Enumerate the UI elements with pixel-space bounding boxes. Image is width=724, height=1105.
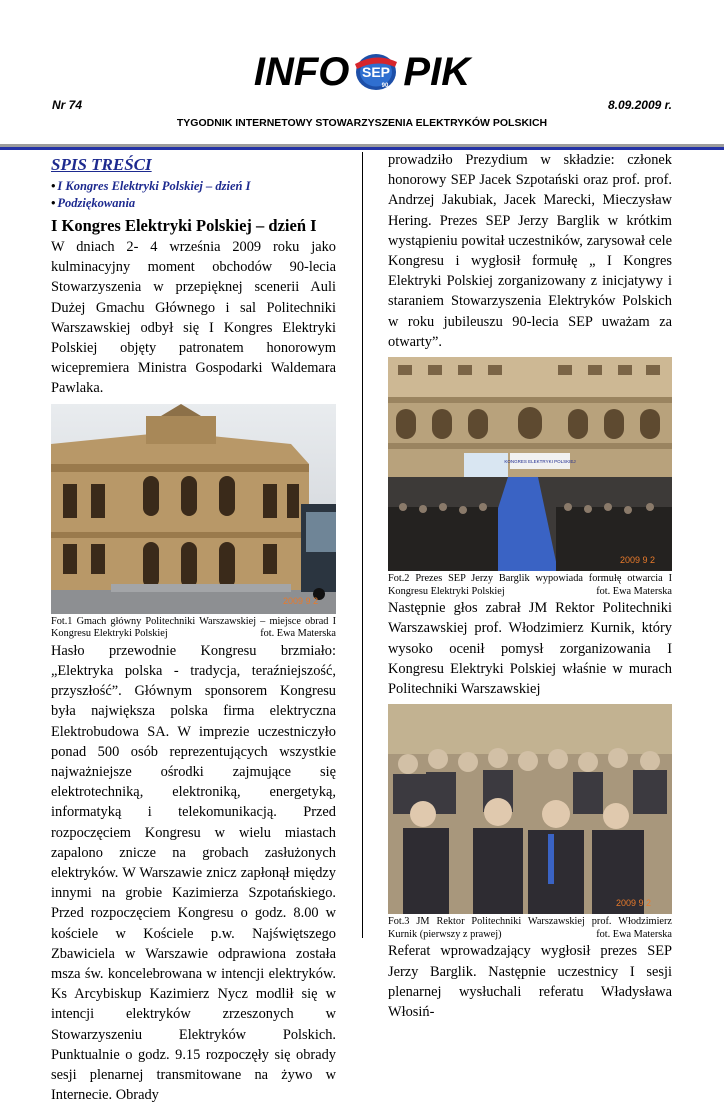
masthead [0,50,724,94]
toc-item-2[interactable] [51,195,336,212]
photo-3 [388,704,673,914]
photo-2-banner: KONGRES ELEKTRYKI POLSKIEJ [504,459,576,465]
audience-photo-icon [388,704,672,914]
photo-3-stamp: 2009 9 2 [616,898,652,909]
bullet-icon: • [51,179,56,193]
article-paragraph-1: W dniach 2- 4 września 2009 roku jako kulminacyjny moment obchodów 90-lecia Stowarzyszenia w przepięknej scenerii Auli Dużej Gmachu Głównego i sal Politechniki Warszawskiej odbył się I Kongres Elektryki Polskiej objęty patronatem honorowym wicepremiera Ministra Gospodarki Waldemara Pawlaka. [51,239,336,397]
issue-number: Nr 74 [52,98,83,112]
toc-title: SPIS TREŚCI [51,155,152,174]
emblem-sub: 90 [382,83,389,89]
hall-photo-icon [388,357,672,571]
sep-emblem-icon [351,50,401,94]
photo-credit: fot. Ewa Materska [260,628,336,640]
caption-text: Fot.2 Prezes SEP Jerzy Barglik wypowiada formułę otwarcia I Kongresu Elektryki Polskiej [388,573,672,597]
photo-1 [51,404,336,614]
article-paragraph-3: prowadziło Prezydium w składzie: członek honorowy SEP Jacek Szpotański oraz prof. prof. Andrzej Jakubiak, Jacek Marecki, Mieczysław Hering. Prezes SEP Jerzy Barglik w krótkim wystąpieniu powitał uczestników, zarysował cele Kongresu i wygłosił formułę „ I Kongres Elektryki Polskiej zorganizowany z inicjatywy i staraniem Stowarzyszenia Elektryków Polskich w roku jubileuszu 90-lecia SEP uważam za otwarty”. [388,152,672,350]
caption-text: Fot.1 Gmach główny Politechniki Warszawskiej – miejsce obrad I Kongresu Elektryki Polskiej [51,615,336,640]
toc-item-label: Podziękowania [57,195,136,210]
photo-1-stamp: 2009 9 2 [283,595,319,606]
article-paragraph-5: Referat wprowadzający wygłosił prezes SEP Jerzy Barglik. Następnie uczestnicy I sesji plenarnej wysłuchali referatu Władysława Włosiń- [388,943,672,1021]
column-divider [362,152,363,938]
issue-date: 8.09.2009 r. [607,98,672,112]
photo-2 [388,357,673,571]
photo-2-caption [388,573,672,598]
toc-item-label: I Kongres Elektryki Polskiej – dzień I [57,179,251,193]
left-column [51,150,336,1105]
bullet-icon: • [51,195,56,210]
photo-2-stamp: 2009 9 2 [620,555,656,566]
logo [0,50,724,94]
right-column [388,150,672,1022]
logo-word-info: INFO [253,50,350,94]
publication-subtitle: TYGODNIK INTERNETOWY STOWARZYSZENIA ELEKTRYKÓW POLSKICH [176,117,548,129]
photo-credit: fot. Ewa Materska [596,928,672,940]
emblem-text: SEP [362,64,391,80]
toc-item-1[interactable] [51,178,336,195]
building-photo-icon [51,404,336,614]
photo-credit: fot. Ewa Materska [596,585,672,597]
article-paragraph-4: Następnie głos zabrał JM Rektor Politechniki Warszawskiej prof. Włodzimierz Kurnik, który wysoko ocenił pomysł zorganizowania I Kongresu Elektryki Polskiej właśnie w murach Politechniki Warszawskiej [388,600,672,698]
article-paragraph-2: Hasło przewodnie Kongresu brzmiało: „Elektryka polska - tradycja, teraźniejszość, przyszłość”. Głównym sponsorem Kongresu była największa polska firma elektryczna Elektrobudowa SA. W imprezie uczestniczyło ponad 500 osób reprezentujących wszystkie najważniejsze ośrodki zajmujące się elektrotechniką, elektroniką, energetyką, informatyką i telekomunikacją. Przed rozpoczęciem Kongresu w wielu miastach zapalono znicze na grobach zasłużonych elektryków. W Warszawie znicz zapłonął między innymi na grobie Kazimierza Szpotańskiego. Przed rozpoczęciem Kongresu o godz. 8.00 w kościele w Kościele p.w. Najświętszego Zbawiciela w Warszawie odprawiona została msza św. koncelebrowana w intencji elektryków. Ks Arcybiskup Kazimierz Nycz modlił się w intencji elektryków zrzeszonych w Stowarzyszeniu Elektryków Polskich. Punktualnie o godz. 9.15 rozpoczęły się obrady sesji plenarnej transmitowane na żywo w Internecie. Obrady [51,642,336,1104]
photo-1-caption [51,616,336,641]
photo-3-caption [388,916,672,941]
article-title: I Kongres Elektryki Polskiej – dzień I [51,216,317,235]
caption-text: Fot.3 JM Rektor Politechniki Warszawskiej prof. Włodzimierz Kurnik (pierwszy z prawej) [388,916,672,940]
logo-word-pik: PIK [403,50,471,94]
